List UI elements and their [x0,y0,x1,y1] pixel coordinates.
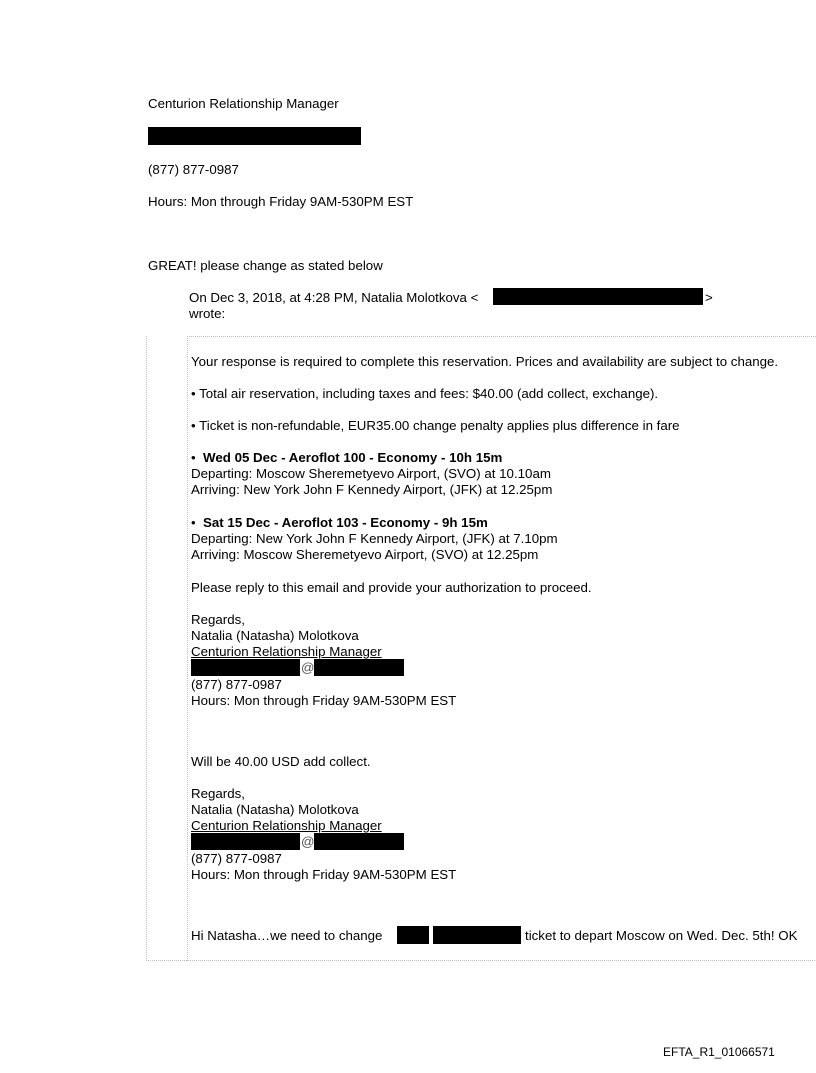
redaction-bar [433,926,521,944]
flight1-arriving: Arriving: New York John F Kennedy Airport, (JFK) at 12.25pm [191,482,553,497]
signature1-at: @ [301,660,315,675]
document-reference: EFTA_R1_01066571 [663,1045,775,1059]
signature1-title: Centurion Relationship Manager [191,644,382,659]
signature2-regards: Regards, [191,786,245,801]
signature1-hours: Hours: Mon through Friday 9AM-530PM EST [191,693,457,708]
signature2-at: @ [301,834,315,849]
redaction-bar [397,926,429,944]
flight2-title: Sat 15 Dec - Aeroflot 103 - Economy - 9h 15m [203,515,488,530]
redaction-bar [314,659,404,676]
bullet-total: • Total air reservation, including taxes and fees: $40.00 (add collect, exchange). [191,386,659,401]
quote-header-wrote: wrote: [189,306,226,321]
flight1-bullet: • [191,450,196,465]
quote-header-suffix: > [705,290,713,305]
redaction-bar [148,127,361,145]
redaction-bar [314,833,404,850]
quote-header-line: On Dec 3, 2018, at 4:28 PM, Natalia Molotkova < [189,290,479,305]
bullet-ticket: • Ticket is non-refundable, EUR35.00 change penalty applies plus difference in fare [191,418,680,433]
redaction-bar [191,659,300,676]
redaction-bar [191,833,300,850]
hi-natasha-suffix: ticket to depart Moscow on Wed. Dec. 5th! OK [525,928,798,943]
signature2-name: Natalia (Natasha) Molotkova [191,802,359,817]
signature1-phone: (877) 877-0987 [191,677,282,692]
hi-natasha-text: Hi Natasha…we need to change [191,928,383,943]
add-collect-text: Will be 40.00 USD add collect. [191,754,371,769]
flight1-heading [191,450,502,466]
signature2-hours: Hours: Mon through Friday 9AM-530PM EST [191,867,457,882]
signature-title: Centurion Relationship Manager [148,96,339,111]
please-reply-text: Please reply to this email and provide your authorization to proceed. [191,580,592,595]
response-required-text: Your response is required to complete this reservation. Prices and availability are subject to change. [191,354,779,369]
reply-text: GREAT! please change as stated below [148,258,383,273]
flight2-arriving: Arriving: Moscow Sheremetyevo Airport, (SVO) at 12.25pm [191,547,539,562]
flight1-title: Wed 05 Dec - Aeroflot 100 - Economy - 10h 15m [203,450,503,465]
redaction-bar [493,288,703,305]
flight2-heading [191,515,488,531]
signature-hours: Hours: Mon through Friday 9AM-530PM EST [148,194,414,209]
signature1-regards: Regards, [191,612,245,627]
signature1-name: Natalia (Natasha) Molotkova [191,628,359,643]
flight2-bullet: • [191,515,196,530]
signature2-title: Centurion Relationship Manager [191,818,382,833]
flight2-departing: Departing: New York John F Kennedy Airport, (JFK) at 7.10pm [191,531,558,546]
signature-phone: (877) 877-0987 [148,162,239,177]
flight1-departing: Departing: Moscow Sheremetyevo Airport, (SVO) at 10.10am [191,466,551,481]
signature2-phone: (877) 877-0987 [191,851,282,866]
